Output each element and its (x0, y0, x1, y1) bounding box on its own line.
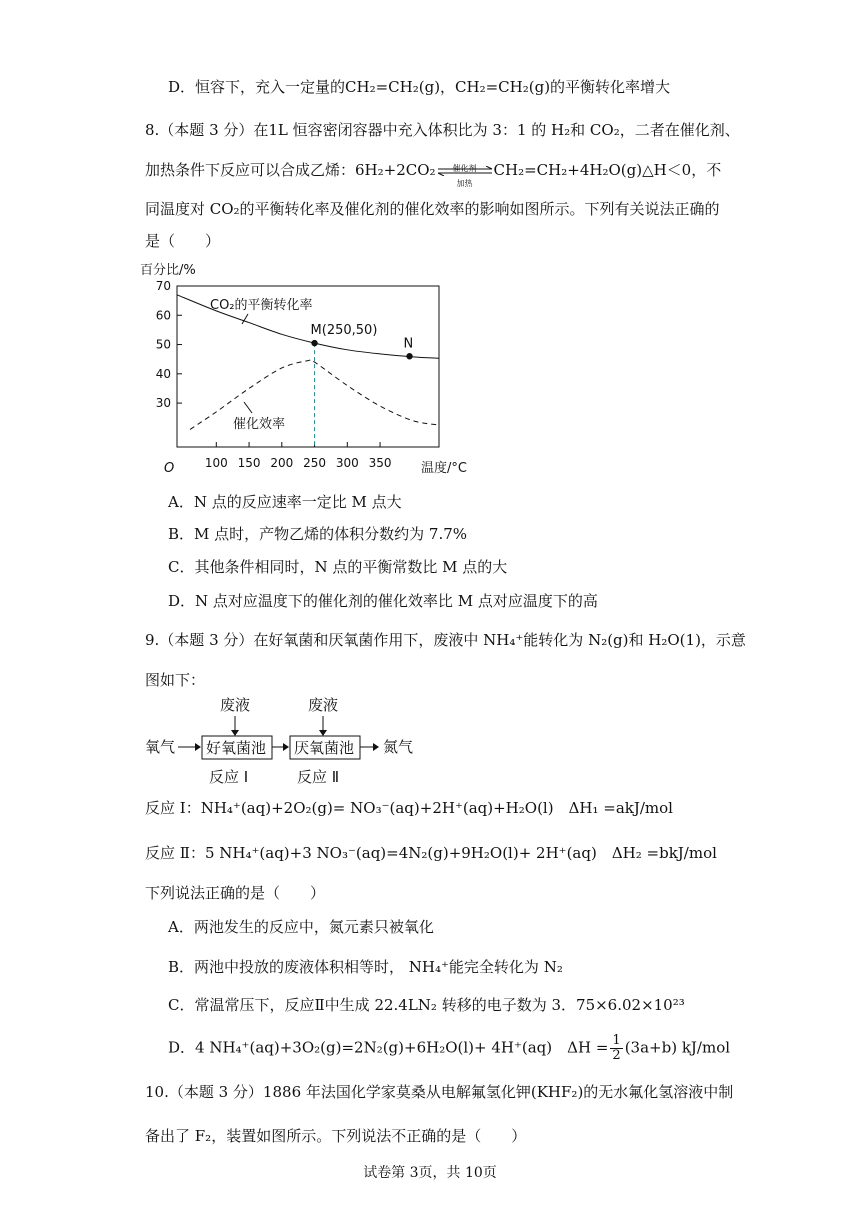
y-tick-label: 50 (155, 337, 171, 352)
q9-flow-diagram (145, 694, 435, 790)
q9-reaction-1: 反应 I：NH₄⁺(aq)+2O₂(g)= NO₃⁻(aq)+2H⁺(aq)+H₂O(l) ΔH₁ =akJ/mol (145, 799, 673, 817)
x-tick-label: 350 (368, 456, 392, 470)
q9-question: 下列说法正确的是（ ） (145, 884, 326, 902)
q8-stem-line1: 8.（本题 3 分）在1L 恒容密闭容器中充入体积比为 3：1 的 H₂和 CO₂，二者在催化剂、 (145, 121, 740, 139)
q9-stem-line2: 图如下： (145, 671, 206, 689)
q9-option-a: A．两池发生的反应中，氮元素只被氧化 (168, 918, 434, 936)
x-tick-label: 200 (270, 456, 294, 470)
q8-stem-line3: 同温度对 CO₂的平衡转化率及催化剂的催化效率的影响如图所示。下列有关说法正确的 (145, 200, 720, 218)
x-tick-label: 300 (335, 456, 359, 470)
q9-option-c: C．常温常压下，反应Ⅱ中生成 22.4LN₂ 转移的电子数为 3．75×6.02×10²³ (168, 996, 685, 1014)
q8-option-c: C．其他条件相同时，N 点的平衡常数比 M 点的大 (168, 558, 508, 576)
q9-option-b: B．两池中投放的废液体积相等时， NH₄⁺能完全转化为 N₂ (168, 958, 563, 976)
series-label-efficiency: 催化效率 (233, 417, 286, 432)
q8-stem-line2 (145, 159, 722, 188)
input-left-label: 氧气 (145, 738, 176, 756)
chart-ylabel: 百分比/% (140, 263, 196, 278)
point-1 (406, 353, 412, 359)
q8-equation-left: 加热条件下反应可以合成乙烯：6H₂+2CO₂ (145, 161, 436, 179)
origin-label: O (164, 461, 175, 476)
series-label-leader (242, 314, 248, 324)
feed-label-2: 废液 (308, 696, 339, 714)
fraction (610, 1034, 622, 1063)
arrow-condition-bottom: 加热 (456, 179, 473, 188)
arrow-right-icon (373, 743, 379, 751)
arrow-down-icon (231, 730, 239, 736)
q8-chart (140, 256, 470, 481)
q8-option-b: B．M 点时，产物乙烯的体积分数约为 7.7% (168, 525, 468, 543)
q8-option-d: D．N 点对应温度下的催化剂的催化效率比 M 点对应温度下的高 (168, 592, 598, 610)
arrow-down-icon (319, 730, 327, 736)
box-anaerobic-label: 厌氧菌池 (294, 739, 355, 757)
arrow-right-icon (283, 743, 289, 751)
q9-reaction-2: 反应 Ⅱ：5 NH₄⁺(aq)+3 NO₃⁻(aq)=4N₂(g)+9H₂O(l)+ 2H⁺(aq) ΔH₂ =bkJ/mol (145, 844, 717, 862)
point-label-0: M(250,50) (310, 323, 378, 339)
point-label-1: N (403, 336, 414, 352)
box-aerobic-label: 好氧菌池 (206, 739, 267, 757)
q8-stem-line4: 是（ ） (145, 232, 221, 250)
x-tick-label: 150 (237, 456, 261, 470)
feed-label-1: 废液 (220, 696, 251, 714)
q9-option-d-tail: (3a+b) kJ/mol (624, 1038, 731, 1057)
point-0 (311, 340, 317, 346)
page-footer: 试卷第 3页，共 10页 (363, 1165, 497, 1181)
q10-stem-line2: 备出了 F₂，装置如图所示。下列说法不正确的是（ ） (145, 1127, 527, 1145)
q8-equation-right: CH₂=CH₂+4H₂O(g)△H＜0，不 (493, 161, 722, 179)
chart-xlabel: 温度/°C (421, 461, 467, 476)
arrow-condition-top: 催化剂 (452, 164, 477, 173)
x-tick-label: 250 (303, 456, 327, 470)
y-tick-label: 40 (155, 366, 171, 381)
q9-stem-line1: 9.（本题 3 分）在好氧菌和厌氧菌作用下，废液中 NH₄⁺能转化为 N₂(g)和 H₂O(1)，示意 (145, 631, 746, 649)
fraction-denominator: 2 (612, 1048, 621, 1063)
reaction-label-1: 反应 Ⅰ (209, 768, 249, 786)
q9-option-d-equation: D．4 NH₄⁺(aq)+3O₂(g)=2N₂(g)+6H₂O(l)+ 4H⁺(aq) ΔH = (168, 1038, 609, 1057)
y-tick-label: 30 (155, 396, 171, 411)
q9-option-d (168, 1034, 730, 1063)
arrow-right-icon (195, 743, 201, 751)
output-right-label: 氮气 (383, 738, 414, 756)
reaction-label-2: 反应 Ⅱ (297, 768, 340, 786)
fraction-numerator: 1 (612, 1033, 621, 1048)
equilibrium-arrow-icon (436, 160, 494, 188)
y-tick-label: 60 (155, 308, 171, 323)
series-label-leader (244, 402, 252, 413)
y-tick-label: 70 (155, 279, 171, 293)
x-tick-label: 100 (204, 456, 228, 470)
q10-stem-line1: 10.（本题 3 分）1886 年法国化学家莫桑从电解氟氢化钾(KHF₂)的无水氟化氢溶液中制 (145, 1083, 734, 1101)
q7-option-d: D．恒容下，充入一定量的CH₂=CH₂(g)，CH₂=CH₂(g)的平衡转化率增大 (168, 78, 671, 96)
q8-option-a: A．N 点的反应速率一定比 M 点大 (168, 493, 402, 511)
series-label-co2: CO₂的平衡转化率 (210, 298, 313, 313)
